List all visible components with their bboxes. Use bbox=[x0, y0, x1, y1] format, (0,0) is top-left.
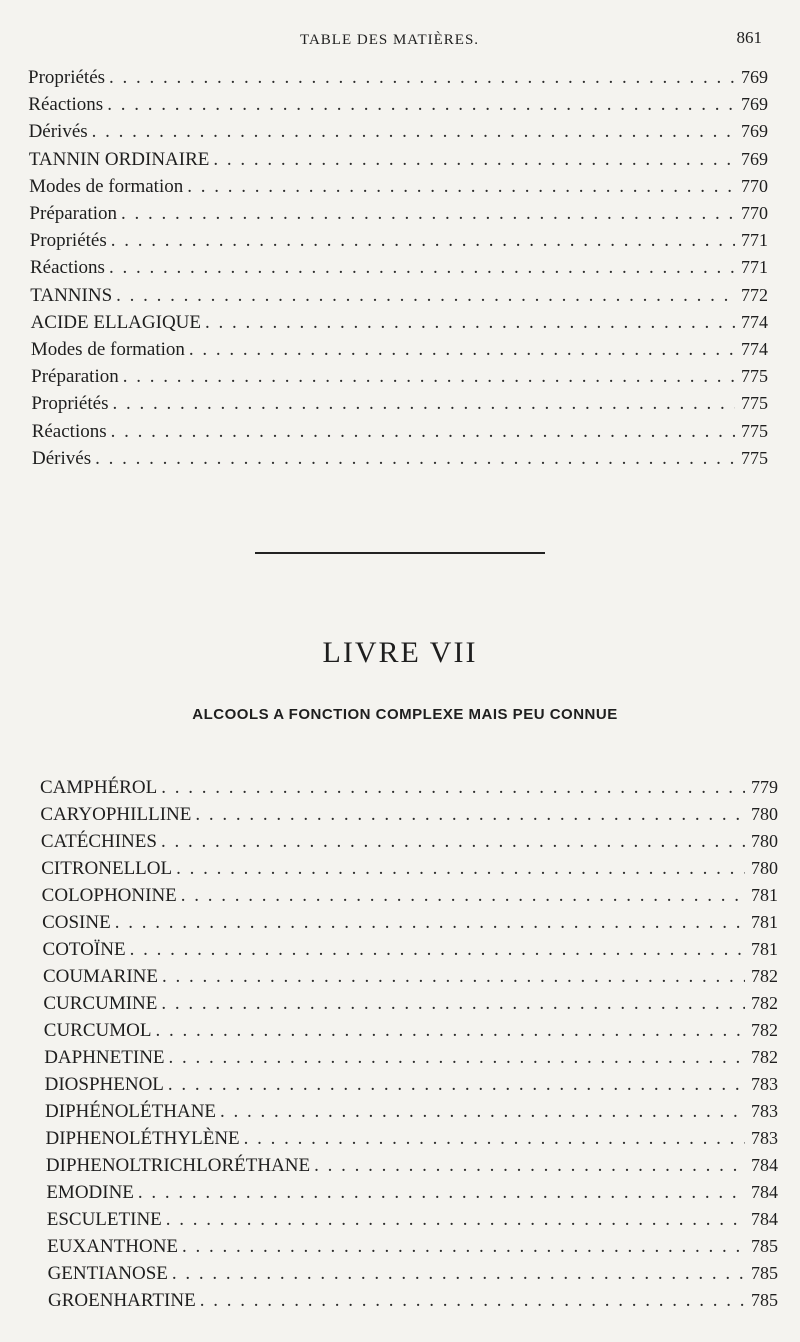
section-title: ALCOOLS A FONCTION COMPLEXE MAIS PEU CONNUE bbox=[192, 706, 618, 723]
toc-entry-page: 785 bbox=[751, 1290, 778, 1310]
toc-entry-label: COSINE bbox=[42, 912, 111, 933]
toc-entry-label: CATÉCHINES bbox=[40, 831, 157, 852]
toc-entry-page: 769 bbox=[740, 148, 768, 169]
dot-leader bbox=[220, 1098, 745, 1125]
toc-entry-page: 785 bbox=[750, 1263, 778, 1283]
toc-entry-label: Dérivés bbox=[28, 121, 88, 143]
toc-entry-page: 775 bbox=[740, 393, 768, 414]
toc-entry-label: DAPHNETINE bbox=[44, 1047, 165, 1068]
dot-leader bbox=[169, 1044, 745, 1071]
dot-leader bbox=[168, 1071, 745, 1098]
toc-entry bbox=[43, 936, 778, 963]
toc-entry bbox=[47, 1233, 778, 1260]
toc-entry-page: 772 bbox=[740, 284, 768, 305]
toc-entry bbox=[42, 882, 778, 909]
toc-entry-label: CURCUMOL bbox=[43, 1020, 152, 1041]
toc-entry-page: 781 bbox=[750, 912, 778, 932]
toc-entry-page: 780 bbox=[750, 831, 778, 851]
toc-entry bbox=[46, 1152, 778, 1179]
dot-leader bbox=[116, 282, 735, 309]
toc-entry-page: 783 bbox=[750, 1074, 778, 1094]
toc-entry-label: CARYOPHILLINE bbox=[40, 804, 192, 825]
dot-leader bbox=[121, 200, 735, 227]
running-header: TABLE DES MATIÈRES. bbox=[300, 32, 480, 48]
toc-entry bbox=[43, 990, 778, 1017]
page-number: 861 bbox=[736, 28, 762, 47]
toc-entry-label: DIPHÉNOLÉTHANE bbox=[45, 1101, 217, 1122]
toc-entry bbox=[28, 91, 768, 118]
toc-entry-page: 784 bbox=[750, 1209, 778, 1229]
toc-entry-label: CURCUMINE bbox=[43, 993, 158, 1014]
toc-entry bbox=[42, 909, 778, 936]
toc-entry bbox=[48, 1260, 778, 1287]
toc-entry bbox=[48, 1287, 778, 1314]
toc-entry bbox=[41, 855, 778, 882]
dot-leader bbox=[130, 936, 745, 963]
toc-entry bbox=[32, 445, 768, 472]
dot-leader bbox=[213, 146, 735, 173]
dot-leader bbox=[205, 309, 735, 336]
dot-leader bbox=[176, 855, 745, 882]
dot-leader bbox=[123, 363, 735, 390]
toc-entry-label: GROENHARTINE bbox=[48, 1290, 196, 1311]
dot-leader bbox=[138, 1179, 745, 1206]
dot-leader bbox=[112, 390, 735, 417]
toc-entry-label: Réactions bbox=[30, 257, 105, 279]
dot-leader bbox=[115, 909, 745, 936]
toc-entry-page: 769 bbox=[740, 94, 768, 115]
toc-entry-label: COLOPHONINE bbox=[41, 885, 177, 906]
toc-entry-page: 783 bbox=[750, 1101, 778, 1121]
toc-entry bbox=[32, 418, 768, 445]
toc-entry-label: CAMPHÉROL bbox=[40, 777, 158, 798]
toc-entry-page: 779 bbox=[751, 777, 778, 797]
dot-leader bbox=[95, 445, 735, 472]
dot-leader bbox=[107, 91, 735, 118]
dot-leader bbox=[244, 1125, 745, 1152]
toc-entry-label: Propriétés bbox=[28, 67, 106, 88]
toc-entry-page: 774 bbox=[740, 311, 768, 332]
toc-entry-page: 780 bbox=[750, 804, 778, 824]
toc-entry bbox=[31, 336, 768, 363]
toc-entry-label: Réactions bbox=[31, 420, 107, 442]
toc-entry-label: Réactions bbox=[28, 94, 104, 116]
book-title: LIVRE VII bbox=[322, 636, 478, 669]
toc-entry bbox=[31, 390, 768, 417]
toc-entry-page: 769 bbox=[740, 121, 768, 142]
toc-entry-page: 770 bbox=[740, 203, 768, 223]
toc-entry-page: 785 bbox=[750, 1236, 778, 1256]
dot-leader bbox=[161, 990, 745, 1017]
toc-entry-label: EMODINE bbox=[46, 1182, 134, 1203]
toc-entry bbox=[30, 254, 768, 281]
toc-entry bbox=[43, 963, 778, 990]
dot-leader bbox=[161, 774, 745, 801]
toc-entry-page: 775 bbox=[740, 420, 768, 441]
toc-entry-page: 770 bbox=[740, 175, 768, 196]
dot-leader bbox=[155, 1017, 745, 1044]
dot-leader bbox=[189, 336, 735, 363]
toc-entry bbox=[46, 1179, 778, 1206]
dot-leader bbox=[200, 1287, 745, 1314]
toc-entry bbox=[45, 1098, 778, 1125]
dot-leader bbox=[162, 963, 745, 990]
toc-entry bbox=[29, 200, 768, 227]
toc-entry-label: TANNINS bbox=[30, 284, 113, 306]
toc-entry-label: COUMARINE bbox=[42, 966, 158, 987]
dot-leader bbox=[187, 173, 735, 200]
toc-entry-label: GENTIANOSE bbox=[47, 1263, 168, 1284]
toc-entry bbox=[31, 363, 768, 390]
toc-entry-page: 784 bbox=[750, 1155, 778, 1175]
toc-entry-page: 784 bbox=[750, 1182, 778, 1202]
dot-leader bbox=[314, 1152, 745, 1179]
dot-leader bbox=[181, 882, 745, 909]
toc-entry bbox=[45, 1071, 778, 1098]
toc-entry-page: 781 bbox=[750, 939, 778, 959]
toc-entry-page: 769 bbox=[741, 67, 768, 87]
toc-entry-label: COTOÏNE bbox=[42, 939, 126, 960]
toc-entry-label: DIPHENOLÉTHYLÈNE bbox=[45, 1128, 240, 1149]
toc-entry bbox=[29, 146, 768, 173]
toc-entry bbox=[30, 227, 768, 254]
toc-entry bbox=[44, 1044, 778, 1071]
toc-entry-page: 771 bbox=[740, 230, 768, 251]
toc-entry-page: 780 bbox=[750, 858, 778, 878]
toc-entry bbox=[28, 64, 768, 91]
toc-entry-page: 782 bbox=[750, 993, 778, 1013]
toc-entry-label: Préparation bbox=[31, 366, 119, 388]
toc-entry-label: Modes de formation bbox=[29, 175, 184, 197]
dot-leader bbox=[161, 828, 745, 855]
toc-entry bbox=[45, 1125, 778, 1152]
toc-entry-page: 781 bbox=[750, 885, 778, 905]
dot-leader bbox=[172, 1260, 745, 1287]
dot-leader bbox=[111, 418, 735, 445]
dot-leader bbox=[109, 254, 735, 281]
toc-entry-label: ESCULETINE bbox=[46, 1209, 162, 1230]
toc-entry bbox=[30, 282, 768, 309]
toc-entry bbox=[31, 309, 768, 336]
dot-leader bbox=[182, 1233, 745, 1260]
section-divider bbox=[255, 552, 545, 554]
toc-entry bbox=[44, 1017, 778, 1044]
toc-entry bbox=[29, 173, 768, 200]
toc-entry-label: Propriétés bbox=[31, 393, 109, 415]
toc-entry bbox=[40, 801, 778, 828]
toc-entry bbox=[41, 828, 778, 855]
toc-entry bbox=[47, 1206, 778, 1233]
toc-entry bbox=[29, 118, 768, 145]
toc-entry-label: TANNIN ORDINAIRE bbox=[28, 148, 210, 170]
toc-entry-page: 782 bbox=[750, 1047, 778, 1067]
toc-entry-label: Préparation bbox=[29, 203, 117, 224]
dot-leader bbox=[195, 801, 745, 828]
toc-entry-label: ACIDE ELLAGIQUE bbox=[30, 311, 201, 333]
dot-leader bbox=[111, 227, 735, 254]
toc-entry-page: 782 bbox=[750, 966, 778, 986]
dot-leader bbox=[166, 1206, 745, 1233]
toc-entry-page: 775 bbox=[740, 366, 768, 387]
toc-entry-label: CITRONELLOL bbox=[41, 858, 173, 879]
toc-entry-page: 782 bbox=[750, 1020, 778, 1040]
toc-entry-label: Modes de formation bbox=[30, 339, 185, 360]
toc-entry-label: DIPHENOLTRICHLORÉTHANE bbox=[45, 1155, 311, 1176]
dot-leader bbox=[92, 118, 735, 145]
toc-entry-label: DIOSPHENOL bbox=[44, 1074, 164, 1095]
toc-entry-page: 775 bbox=[741, 447, 768, 468]
toc-entry-label: EUXANTHONE bbox=[47, 1236, 179, 1257]
dot-leader bbox=[109, 64, 735, 91]
toc-entry bbox=[40, 774, 778, 801]
toc-entry-label: Dérivés bbox=[32, 447, 92, 469]
toc-entry-label: Propriétés bbox=[29, 230, 107, 252]
toc-entry-page: 783 bbox=[750, 1128, 778, 1148]
toc-entry-page: 771 bbox=[741, 257, 768, 278]
toc-entry-page: 774 bbox=[740, 339, 768, 359]
